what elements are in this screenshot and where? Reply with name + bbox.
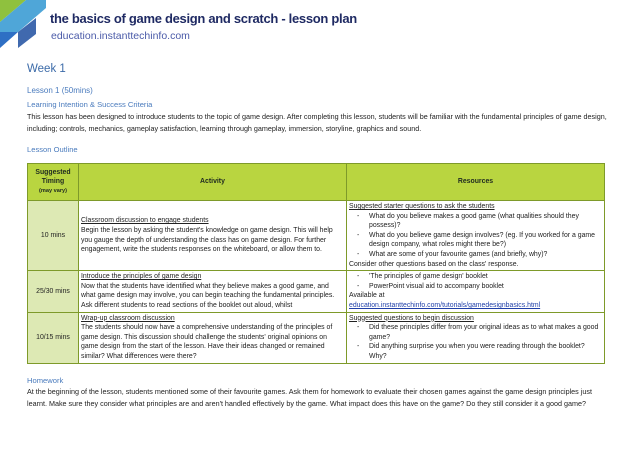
homework-paragraph: At the beginning of the lesson, students mentioned some of their favourite games. Ask them for homework to evaluate their chosen games against the game design principles just learnt. Make sure they consider what principles are and aren't handled effectively by the game. What impact does this have on the game? Do they still consider it a good game? [27, 387, 592, 408]
resources-outro: Consider other questions based on the class' response. [349, 260, 519, 268]
brand-logo-icon [0, 0, 46, 50]
list-item: - What do you believe makes a good game (what qualities should they possess)? [361, 212, 602, 231]
table-row [28, 271, 605, 312]
outline-heading: Lesson Outline [27, 145, 78, 154]
list-item: - Did anything surprise you when you were reading through the booklet? Why? [361, 342, 602, 361]
resources-intro: Suggested starter questions to ask the students [349, 203, 495, 210]
table-row [28, 312, 605, 363]
activity-cell [79, 271, 347, 312]
resources-list [349, 212, 602, 260]
activity-title: Wrap-up classroom discussion [81, 314, 175, 322]
timing-cell: 25/30 mins [28, 271, 79, 312]
lesson-outline-table [27, 163, 605, 364]
timing-cell: 10 mins [28, 201, 79, 271]
list-item: - PowerPoint visual aid to accompany booklet [361, 282, 602, 292]
resources-header: Resources [347, 164, 605, 201]
table-row [28, 201, 605, 271]
resources-list [349, 272, 602, 291]
activity-body: The students should now have a comprehensive understanding of the principles of game design. This discussion should challenge the students' original opinions on game design from the start of the lesson. Have their ideas changed or remained similar? What differences were there? [81, 324, 333, 360]
document-subtitle-link[interactable]: education.instanttechinfo.com [51, 30, 190, 42]
resources-cell [347, 271, 605, 312]
activity-cell [79, 312, 347, 363]
resources-available-label: Available at [349, 292, 385, 300]
timing-cell: 10/15 mins [28, 312, 79, 363]
activity-body: Now that the students have identified what they believe makes a good game, and what game design may involve, you can begin teaching the fundamental principles. Ask different students to read sections of the booklet out aloud, whilst [81, 282, 335, 309]
list-item: - 'The principles of game design' booklet [361, 272, 602, 282]
activity-cell [79, 201, 347, 271]
resources-cell [347, 201, 605, 271]
timing-header-note: (may vary) [39, 187, 67, 194]
activity-title: Introduce the principles of game design [81, 273, 202, 281]
table-header-row [28, 164, 605, 201]
list-item: - Did these principles differ from your original ideas as to what makes a good game? [361, 323, 602, 342]
list-item: - What do you believe game design involves? (eg. If you worked for a game design company, what roles might there be?) [361, 231, 602, 250]
timing-header-label: Suggested Timing [35, 168, 71, 186]
lesson-heading: Lesson 1 (50mins) [27, 86, 93, 95]
intention-paragraph: This lesson has been designed to introduce students to the topic of game design. After completing this lesson, students will be familiar with the fundamental principles of game design, including; controls, mechanics, gameplay satisfaction, learning through gameplay, immersion, storyline, graphics and sound. [27, 112, 607, 133]
week-heading: Week 1 [27, 63, 66, 75]
resources-link[interactable]: education.instanttechinfo.com/tutorials/gamedesignbasics.html [349, 301, 541, 309]
activity-title: Classroom discussion to engage students [81, 217, 209, 225]
activity-body: Begin the lesson by asking the student's knowledge on game design. This will help you gauge the depth of understanding the class has on game design. For further engagement, write the students responses on the whiteboard, or allow them to. [81, 226, 333, 254]
homework-heading: Homework [27, 376, 64, 385]
resources-list [349, 323, 602, 361]
list-item: - What are some of your favourite games (and briefly, why)? [361, 250, 602, 260]
timing-header [28, 164, 79, 201]
document-title: the basics of game design and scratch - lesson plan [50, 11, 357, 26]
document-header [0, 0, 638, 50]
resources-cell [347, 312, 605, 363]
activity-header: Activity [79, 164, 347, 201]
resources-intro: Suggested questions to begin discussion [349, 314, 474, 322]
intention-heading: Learning Intention & Success Criteria [27, 100, 153, 109]
